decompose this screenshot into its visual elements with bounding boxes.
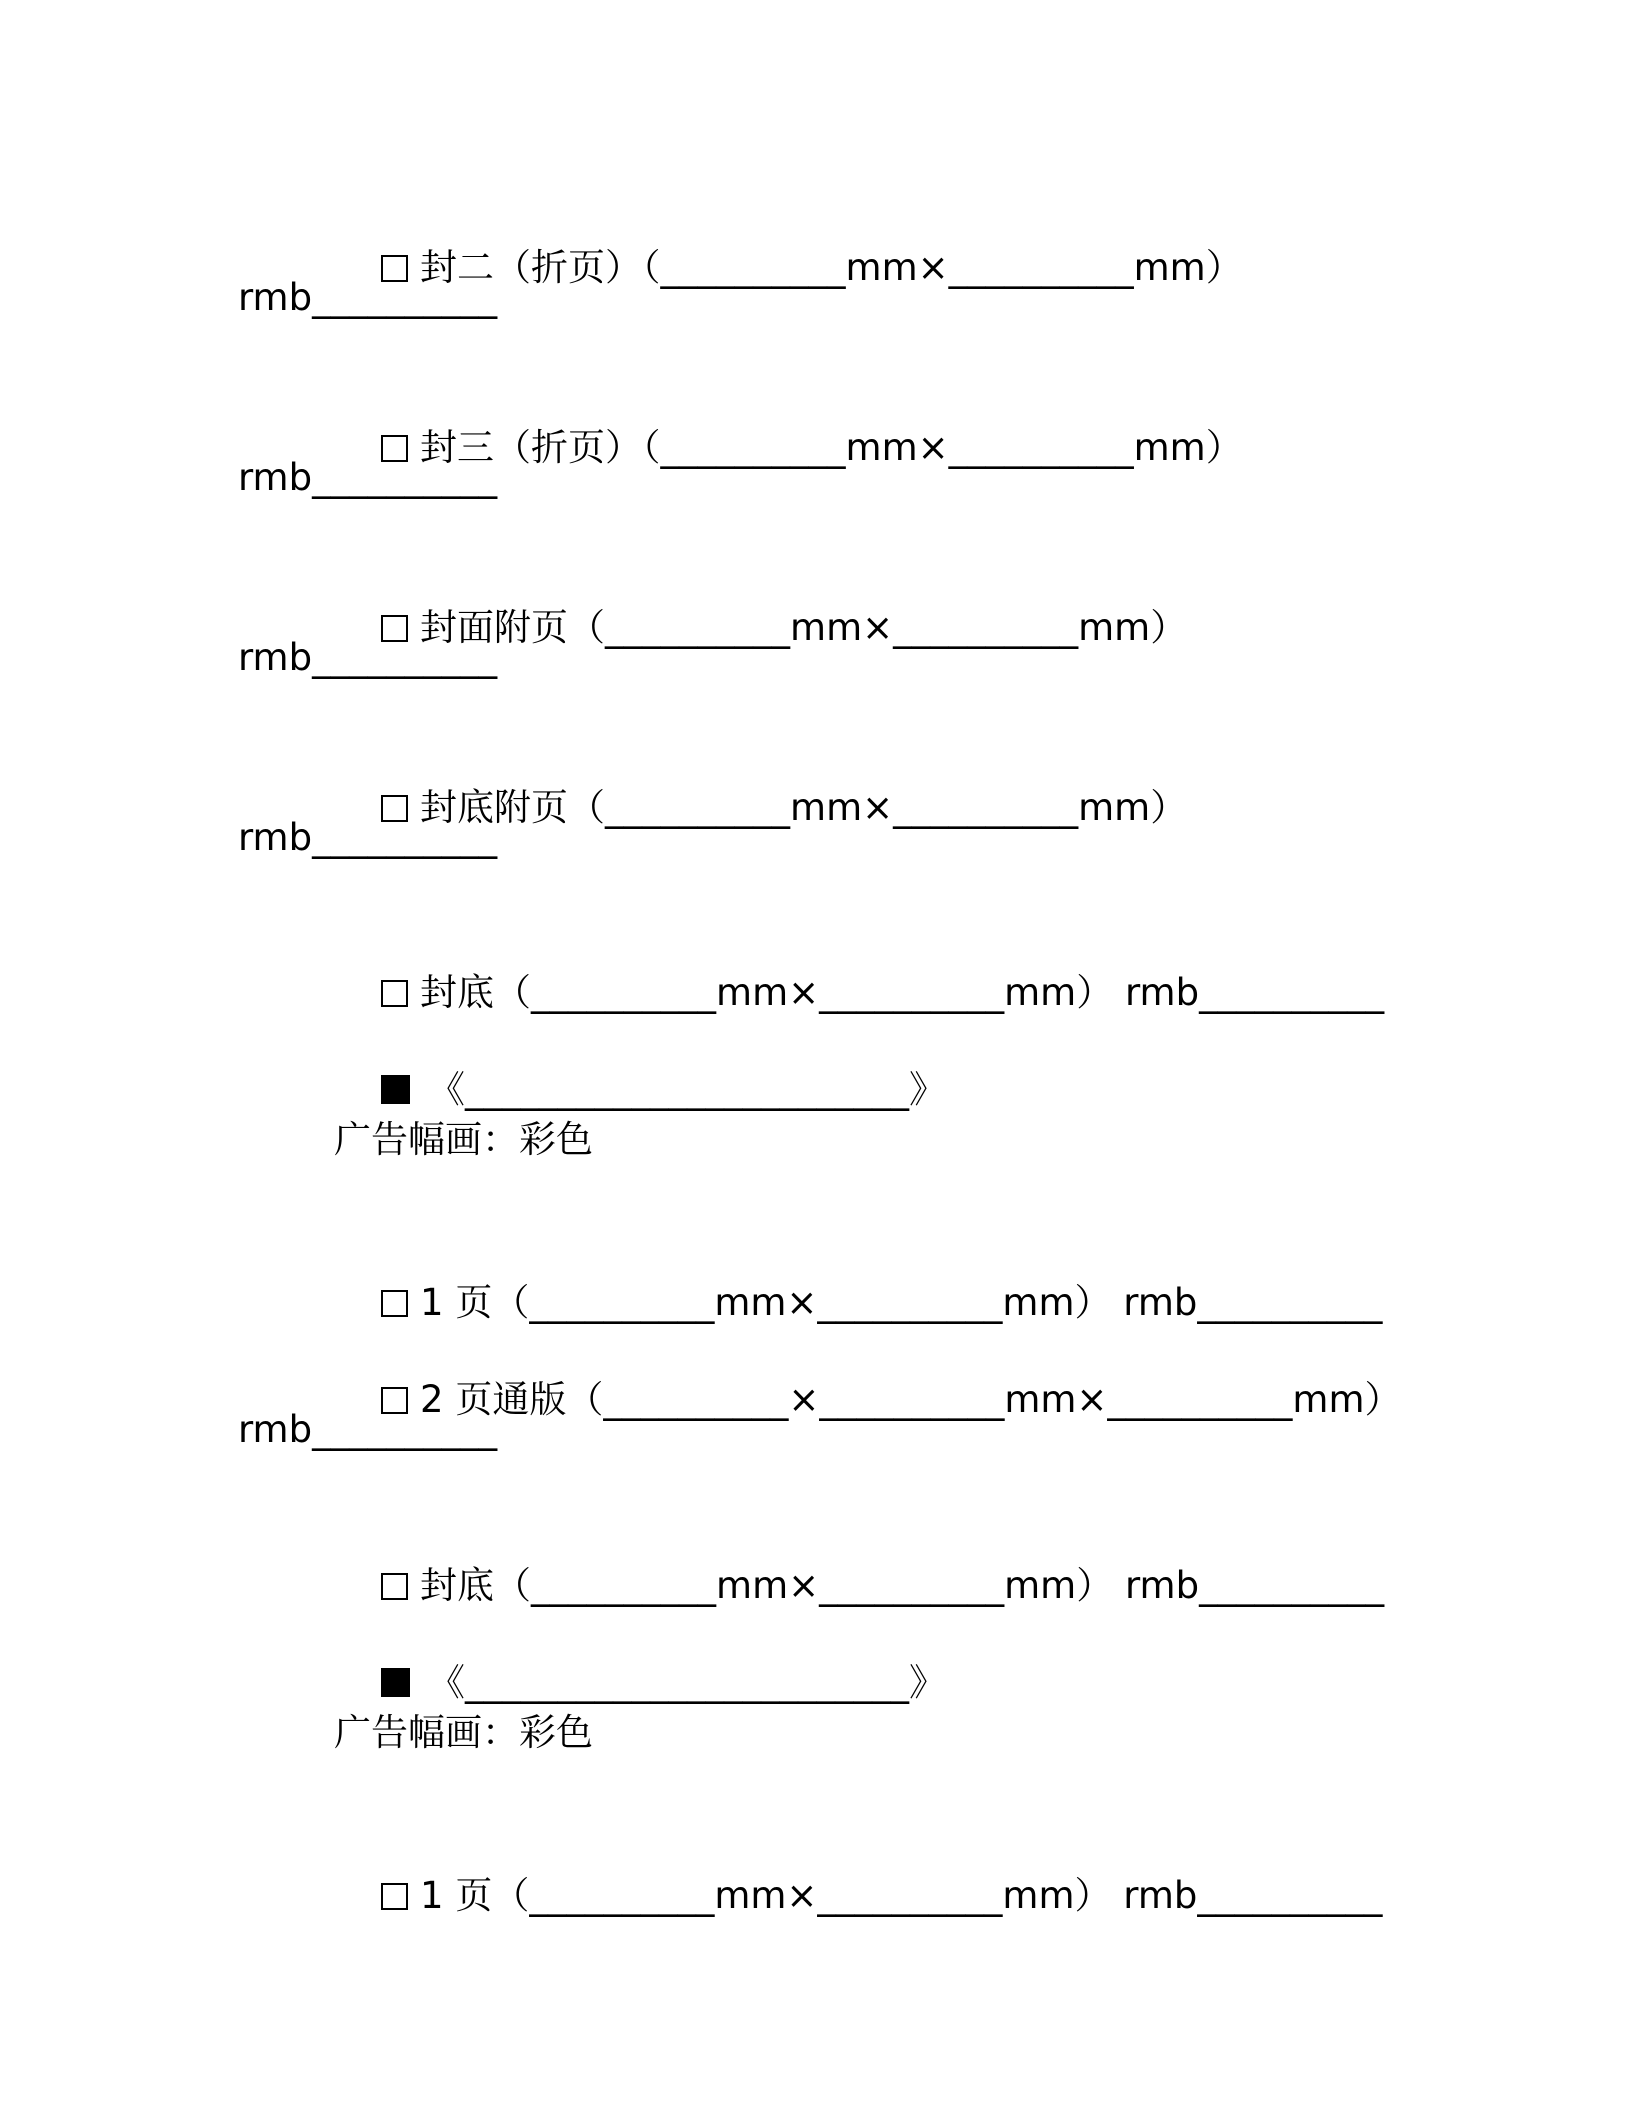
entry-one-page-1-text: 1 页（__________mm×__________mm） rmb__________ bbox=[420, 1281, 1383, 1324]
entry-two-page-spread-rmb: rmb__________ bbox=[238, 1408, 498, 1451]
ad-size-label-1: 广告幅画：彩色 bbox=[334, 1118, 593, 1161]
checkbox-icon[interactable] bbox=[381, 1883, 408, 1910]
checkbox-icon[interactable] bbox=[381, 1290, 408, 1317]
entry-back-cover-1-text: 封底（__________mm×__________mm） rmb__________ bbox=[420, 971, 1385, 1014]
entry-feng-san-rmb: rmb__________ bbox=[238, 456, 498, 499]
filled-square-icon bbox=[381, 1075, 410, 1104]
filled-square-icon bbox=[381, 1668, 410, 1697]
entry-two-page-spread-text: 2 页通版（__________×__________mm×__________mm） bbox=[420, 1378, 1402, 1421]
entry-back-insert-rmb: rmb__________ bbox=[238, 816, 498, 859]
checkbox-icon[interactable] bbox=[381, 980, 408, 1007]
checkbox-icon[interactable] bbox=[381, 1573, 408, 1600]
magazine-title-1-text: 《________________________》 bbox=[428, 1068, 947, 1111]
entry-feng-er-text: 封二（折页）（__________mm×__________mm） bbox=[420, 246, 1243, 289]
entry-back-insert-text: 封底附页（__________mm×__________mm） bbox=[420, 786, 1188, 829]
entry-one-page-2-text: 1 页（__________mm×__________mm） rmb__________ bbox=[420, 1874, 1383, 1917]
entry-cover-insert-text: 封面附页（__________mm×__________mm） bbox=[420, 606, 1188, 649]
entry-cover-insert-rmb: rmb__________ bbox=[238, 636, 498, 679]
entry-back-cover-2-text: 封底（__________mm×__________mm） rmb__________ bbox=[420, 1564, 1385, 1607]
entry-one-page-2 bbox=[334, 1818, 1382, 1974]
entry-feng-san-text: 封三（折页）（__________mm×__________mm） bbox=[420, 426, 1243, 469]
ad-size-label-2: 广告幅画：彩色 bbox=[334, 1711, 593, 1754]
magazine-title-2-text: 《________________________》 bbox=[428, 1661, 947, 1704]
entry-feng-er-rmb: rmb__________ bbox=[238, 276, 498, 319]
